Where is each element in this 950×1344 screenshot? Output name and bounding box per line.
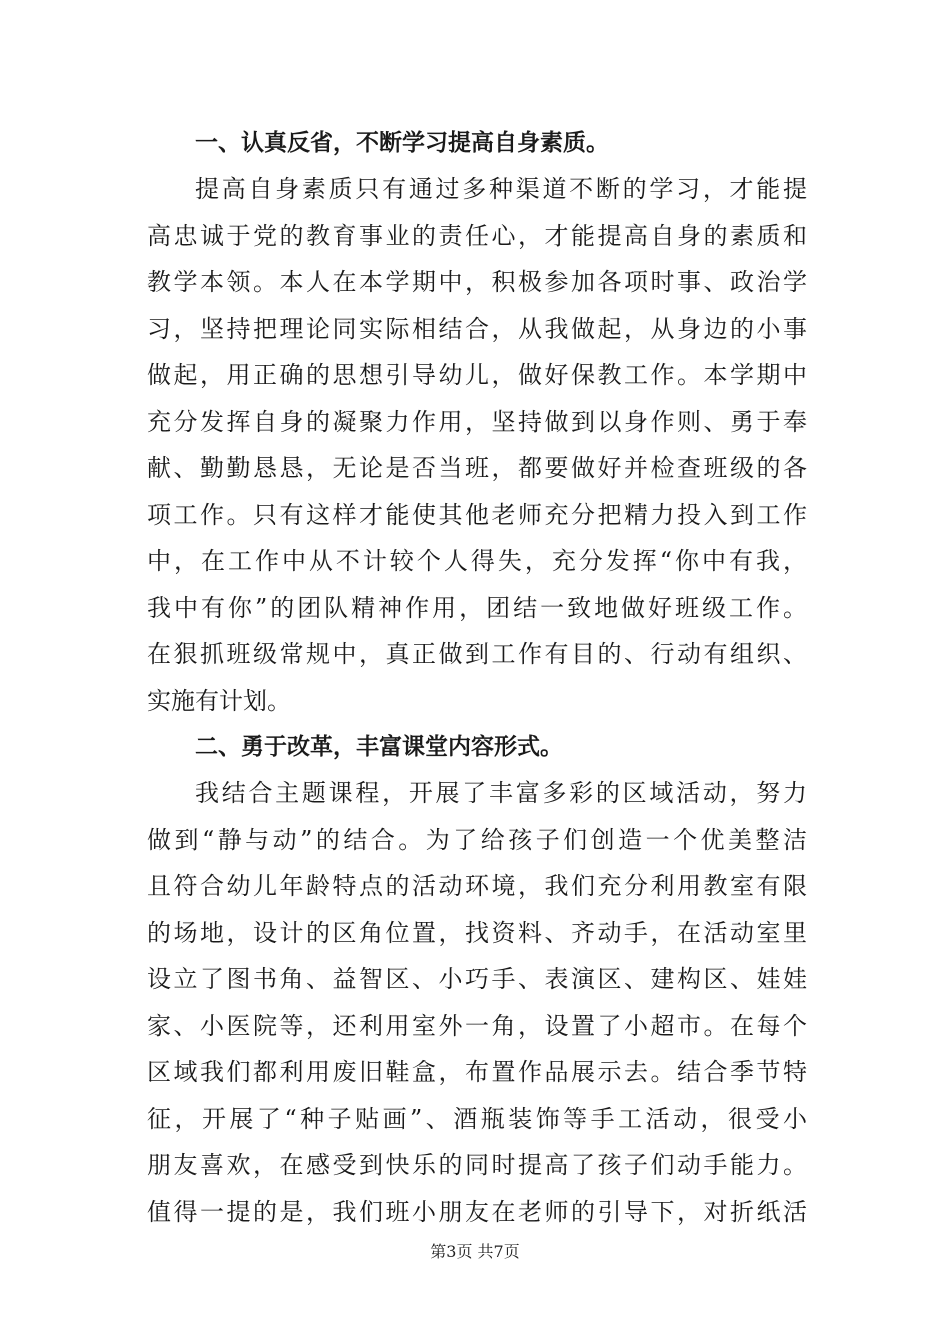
document-body [147, 120, 807, 1235]
text-line: 设立了图书角、益智区、小巧手、表演区、建构区、娃娃 [147, 965, 807, 993]
text-line: 做到“静与动”的结合。为了给孩子们创造一个优美整洁 [147, 825, 807, 854]
text-line: 教学本领。本人在本学期中，积极参加各项时事、政治学 [147, 268, 807, 296]
text-line: 项工作。只有这样才能使其他老师充分把精力投入到工作 [147, 500, 807, 529]
section-heading: 二、勇于改革，丰富课堂内容形式。 [195, 734, 563, 760]
text-line: 中，在工作中从不计较个人得失，充分发挥“你中有我， [147, 547, 807, 575]
text-line: 实施有计划。 [147, 686, 291, 715]
text-line: 征，开展了“种子贴画”、酒瓶装饰等手工活动，很受小 [147, 1104, 807, 1133]
text-line: 家、小医院等，还利用室外一角，设置了小超市。在每个 [147, 1011, 807, 1040]
text-line: 且符合幼儿年龄特点的活动环境，我们充分利用教室有限 [147, 872, 807, 900]
text-line: 值得一提的是，我们班小朋友在老师的引导下，对折纸活 [147, 1197, 807, 1226]
text-line: 提高自身素质只有通过多种渠道不断的学习，才能提 [195, 175, 807, 203]
text-line: 习，坚持把理论同实际相结合，从我做起，从身边的小事 [147, 314, 807, 343]
text-line: 在狠抓班级常规中，真正做到工作有目的、行动有组织、 [147, 640, 807, 668]
text-line: 区域我们都利用废旧鞋盒，布置作品展示去。结合季节特 [147, 1058, 807, 1086]
text-line: 高忠诚于党的教育事业的责任心，才能提高自身的素质和 [147, 221, 807, 250]
text-line: 朋友喜欢，在感受到快乐的同时提高了孩子们动手能力。 [147, 1151, 807, 1179]
text-line: 做起，用正确的思想引导幼儿，做好保教工作。本学期中 [147, 361, 807, 389]
text-line: 我中有你”的团队精神作用，团结一致地做好班级工作。 [147, 593, 807, 622]
section-paragraph [147, 770, 807, 1235]
section-1 [147, 120, 807, 724]
text-line: 的场地，设计的区角位置，找资料、齐动手，在活动室里 [147, 918, 807, 947]
section-heading: 一、认真反省，不断学习提高自身素质。 [195, 130, 609, 156]
page-number-footer: 第3页 共7页 [430, 1242, 520, 1261]
text-line: 献、勤勤恳恳，无论是否当班，都要做好并检查班级的各 [147, 454, 807, 482]
text-line: 我结合主题课程，开展了丰富多彩的区域活动，努力 [195, 779, 807, 807]
text-line: 充分发挥自身的凝聚力作用，坚持做到以身作则、勇于奉 [147, 407, 807, 436]
section-paragraph [147, 166, 807, 724]
section-2 [147, 724, 807, 1235]
